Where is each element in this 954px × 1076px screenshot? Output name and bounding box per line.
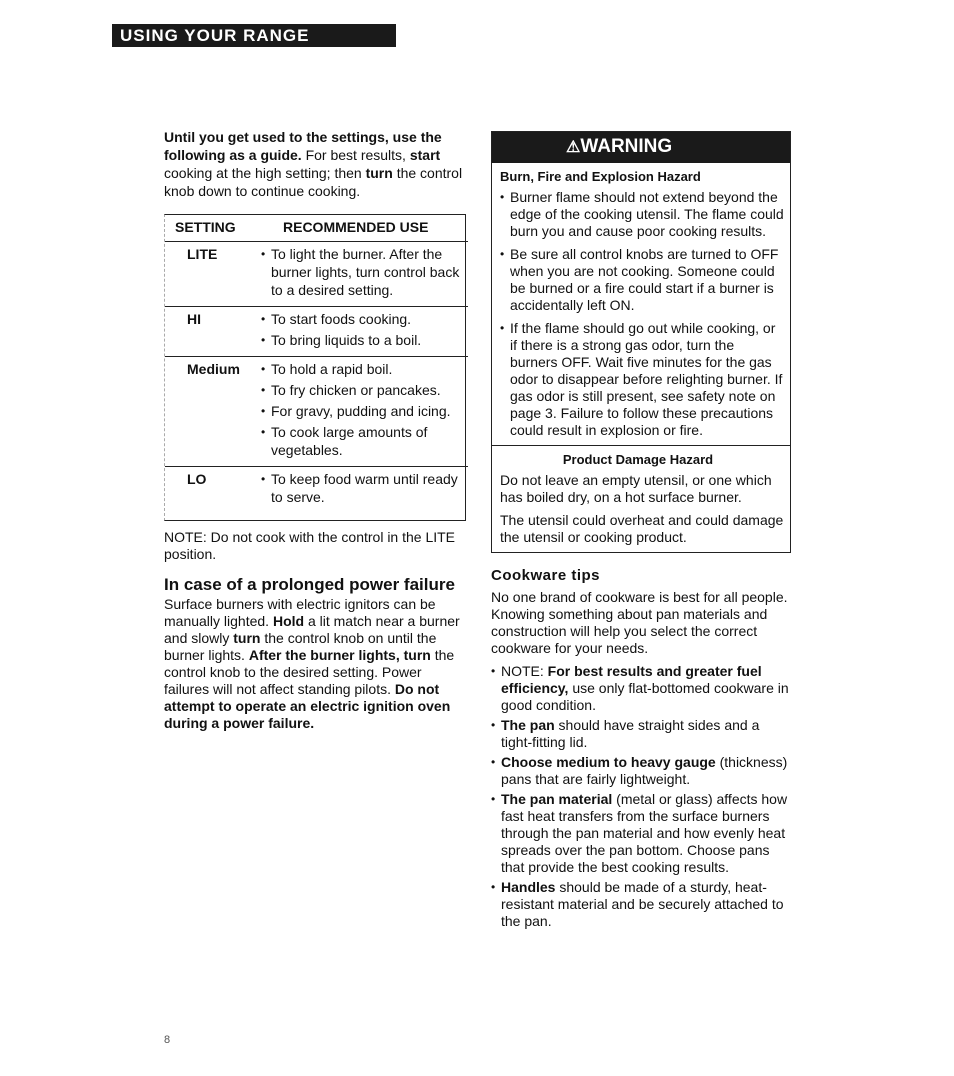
cookware-list [491, 663, 791, 930]
intro-paragraph [164, 128, 466, 200]
table-row [165, 242, 468, 307]
left-column [164, 128, 466, 732]
page-number: 8 [164, 1034, 171, 1046]
cookware-lead: NOTE: [501, 663, 548, 679]
cookware-bold: Choose medium to heavy gauge [501, 754, 716, 770]
intro-text-2: cooking at the high setting; then [164, 165, 366, 181]
setting-uses [261, 357, 468, 467]
setting-level: LO [187, 471, 207, 487]
cookware-bold: For best results and greater fuel efficiency, [501, 663, 762, 696]
note-paragraph [164, 529, 466, 563]
cookware-item [491, 791, 791, 876]
settings-table-frame [164, 214, 466, 521]
burn-fire-section [492, 163, 790, 445]
cookware-bold: Handles [501, 879, 556, 895]
use-item: • To fry chicken or pancakes. [261, 381, 464, 399]
right-column [491, 131, 791, 933]
power-text-3: the control knob on until the burner lights. [164, 630, 437, 663]
setting-level: LITE [165, 242, 261, 307]
power-text-1: Surface burners with electric ignitors can be manually lighted. [164, 596, 436, 629]
setting-uses [261, 242, 468, 307]
cookware-rest: use only flat-bottomed cookware in good condition. [501, 680, 789, 713]
product-damage-section [492, 446, 790, 552]
intro-text-3: the control knob down to continue cooking. [164, 165, 463, 199]
power-bold-3: After the burner lights, turn [248, 647, 431, 663]
product-damage-p2: The utensil could overheat and could damage the utensil or cooking product. [500, 512, 784, 545]
use-item: • For gravy, pudding and icing. [261, 402, 464, 420]
power-failure-heading: In case of a prolonged power failure [164, 575, 455, 594]
intro-bold-1: Until you get used to the settings, use the following as a guide. [164, 129, 442, 163]
cookware-rest: should be made of a sturdy, heat-resistant material and be securely attached to the pan. [501, 879, 784, 929]
power-bold-1: Hold [272, 613, 305, 629]
warning-item: • If the flame should go out while cooking, or if there is a strong gas odor, turn the burners OFF. Wait five minutes for the gas odor to disappear before relighting burner. If gas odor is still present, see safety note on page 3. Failure to follow these precautions could result in explosion or fire. [500, 320, 784, 439]
product-damage-p1: Do not leave an empty utensil, or one which has boiled dry, on a hot surface burner. [500, 472, 772, 505]
use-item: • To bring liquids to a boil. [261, 331, 464, 349]
table-row [165, 307, 468, 357]
cookware-bold: The pan material [501, 791, 613, 807]
use-item: • To start foods cooking. [261, 310, 464, 328]
col-header-recommended-use: RECOMMENDED USE [261, 215, 468, 242]
warning-title: WARNING [580, 136, 673, 157]
intro-text-1: For best results, [301, 147, 410, 163]
use-item: • To keep food warm until ready to serve. [261, 470, 464, 506]
settings-table [165, 215, 468, 520]
cookware-rest: (thickness) pans that are fairly lightweight. [501, 754, 788, 787]
setting-uses [261, 307, 468, 357]
use-item: • To hold a rapid boil. [261, 360, 464, 378]
burn-fire-heading: Burn, Fire and Explosion Hazard [500, 169, 701, 184]
cookware-item [491, 879, 791, 930]
product-damage-heading: Product Damage Hazard [562, 452, 714, 467]
warning-header [492, 132, 790, 163]
use-item: • To light the burner. After the burner lights, turn control back to a desired setting. [261, 245, 464, 299]
warning-triangle-icon: ⚠ [566, 139, 581, 156]
setting-level: HI [165, 307, 261, 357]
table-row [165, 357, 468, 467]
cookware-item [491, 754, 791, 788]
note-label: NOTE: [164, 529, 207, 545]
table-row [165, 467, 468, 521]
cookware-rest: (metal or glass) affects how fast heat transfers from the surface burners through the pan material and how evenly heat spreads over the pan bottom. Choose pans that provide the best cooking results. [501, 791, 788, 875]
power-bold-4: Do not attempt to operate an electric ignition oven during a power failure. [164, 681, 451, 731]
setting-level: Medium [165, 357, 261, 467]
cookware-bold: The pan [501, 717, 555, 733]
cookware-item [491, 663, 791, 714]
warning-item: • Burner flame should not extend beyond the edge of the cooking utensil. The flame could burn you and cause poor cooking results. [500, 189, 784, 240]
section-banner: USING YOUR RANGE [112, 24, 396, 47]
col-header-setting: SETTING [165, 215, 261, 242]
setting-uses [261, 467, 468, 521]
use-item: • To cook large amounts of vegetables. [261, 423, 464, 459]
warning-item: • Be sure all control knobs are turned to OFF when you are not cooking. Someone could be burned or a fire could start if a burner is accidentally left ON. [500, 246, 784, 314]
cookware-item [491, 717, 791, 751]
power-text-2: a lit match near a burner and slowly [164, 613, 460, 646]
power-bold-2: turn [233, 630, 261, 646]
intro-bold-3: turn [365, 165, 393, 181]
cookware-intro: No one brand of cookware is best for all people. Knowing something about pan materials and construction will help you select the correct cookware for your needs. [491, 589, 788, 656]
cookware-heading: Cookware tips [491, 567, 601, 584]
note-text: Do not cook with the control in the LITE position. [164, 529, 456, 562]
cookware-rest: should have straight sides and a tight-fitting lid. [501, 717, 760, 750]
intro-bold-2: start [409, 147, 441, 163]
warning-box [491, 131, 791, 553]
power-text-4: the control knob to the desired setting. Power failures will not affect standing pilots. [164, 647, 455, 697]
power-failure-paragraph [164, 596, 466, 732]
